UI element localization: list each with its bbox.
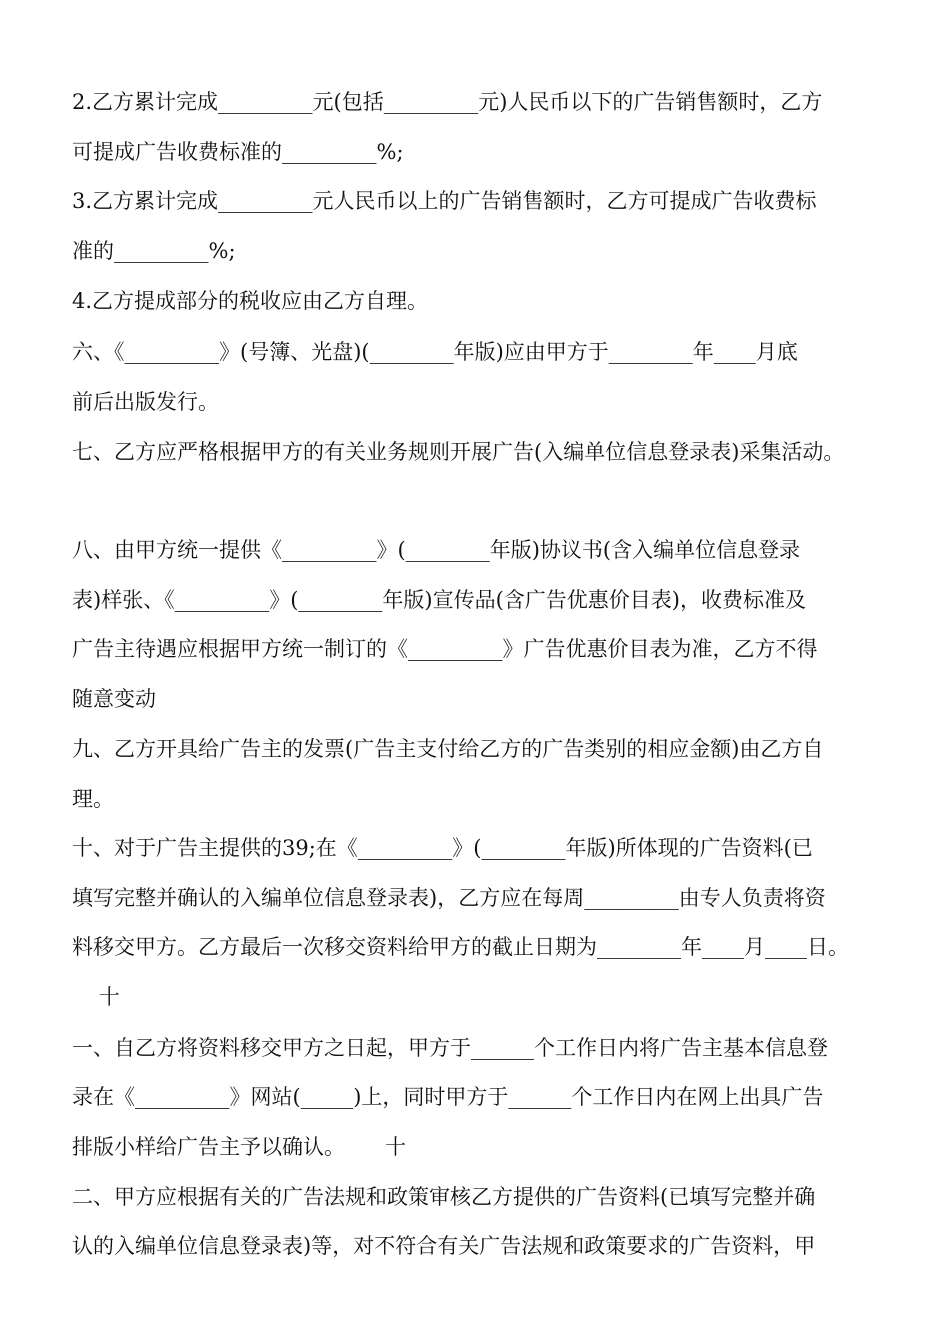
text-line: 二、甲方应根据有关的广告法规和政策审核乙方提供的广告资料(已填写完整并确 bbox=[72, 1185, 816, 1209]
text-line: 十、对于广告主提供的39;在《_________》(________年版)所体现的广告资料(已 bbox=[72, 836, 813, 860]
text-line: 九、乙方开具给广告主的发票(广告主支付给乙方的广告类别的相应金额)由乙方自 bbox=[72, 737, 824, 761]
text-line: 八、由甲方统一提供《_________》(________年版)协议书(含入编单位信息登录 bbox=[72, 538, 801, 562]
text-line: 认的入编单位信息登录表)等，对不符合有关广告法规和政策要求的广告资料，甲 bbox=[72, 1234, 816, 1258]
text-line: 理。 bbox=[72, 787, 114, 811]
text-line: 3.乙方累计完成_________元人民币以上的广告销售额时，乙方可提成广告收费标 bbox=[72, 189, 817, 213]
text-line: 前后出版发行。 bbox=[72, 390, 219, 414]
text-line: 2.乙方累计完成_________元(包括_________元)人民币以下的广告销售额时，乙方 bbox=[72, 90, 823, 114]
text-line: 录在《_________》网站(_____)上，同时甲方于______个工作日内在网上出具广告 bbox=[72, 1085, 824, 1109]
text-line: 可提成广告收费标准的_________%; bbox=[72, 140, 404, 164]
text-line: 十 bbox=[72, 985, 120, 1009]
text-line: 准的_________%; bbox=[72, 239, 236, 263]
text-line: 表)样张、《_________》(________年版)宣传品(含广告优惠价目表)，收费标准及 bbox=[72, 588, 806, 612]
text-line: 六、《_________》(号簿、光盘)(________年版)应由甲方于________年____月底 bbox=[72, 340, 798, 364]
text-line: 料移交甲方。乙方最后一次移交资料给甲方的截止日期为________年____月____日。 bbox=[72, 935, 849, 959]
text-line: 一、自乙方将资料移交甲方之日起，甲方于______个工作日内将广告主基本信息登 bbox=[72, 1036, 828, 1060]
text-line: 4.乙方提成部分的税收应由乙方自理。 bbox=[72, 289, 429, 313]
text-line: 七、乙方应严格根据甲方的有关业务规则开展广告(入编单位信息登录表)采集活动。 bbox=[72, 440, 845, 464]
text-line: 广告主待遇应根据甲方统一制订的《_________》广告优惠价目表为准，乙方不得 bbox=[72, 637, 818, 661]
text-line: 填写完整并确认的入编单位信息登录表)，乙方应在每周_________由专人负责将资 bbox=[72, 886, 826, 910]
text-line: 随意变动 bbox=[72, 687, 156, 711]
text-line: 排版小样给广告主予以确认。 十 bbox=[72, 1135, 407, 1159]
